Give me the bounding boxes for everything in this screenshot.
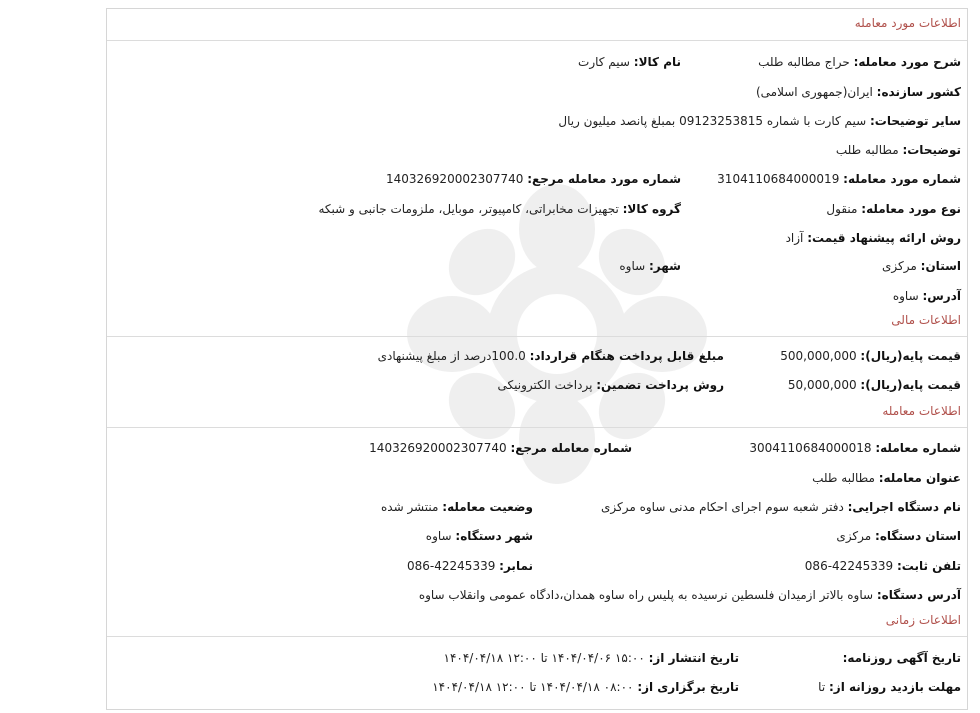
section-title-item: اطلاعات مورد معامله bbox=[854, 16, 961, 30]
field-base-price: قیمت پایه(ریال): 500,000,000 bbox=[780, 349, 961, 363]
field-description: شرح مورد معامله: حراج مطالبه طلب bbox=[758, 55, 961, 69]
field-country: کشور سازنده: ایران(جمهوری اسلامی) bbox=[755, 85, 961, 99]
divider bbox=[107, 427, 967, 428]
field-executor: نام دستگاه اجرایی: دفتر شعبه سوم اجرای احکام مدنی ساوه مرکزی bbox=[600, 500, 961, 514]
field-visit-deadline: مهلت بازدید روزانه از: تا bbox=[818, 680, 961, 694]
field-org-city: شهر دستگاه: ساوه bbox=[425, 529, 533, 543]
field-base-price-2: قیمت پایه(ریال): 50,000,000 bbox=[787, 378, 961, 392]
field-goods-group: گروه کالا: تجهیزات مخابراتی، کامپیوتر، موبایل، ملزومات جانبی و شبکه bbox=[318, 202, 681, 216]
field-publish-date: تاریخ انتشار از: ۱۵:۰۰ ۱۴۰۴/۰۴/۰۶ تا ۱۲:۰۰ ۱۴۰۴/۰۴/۱۸ bbox=[443, 651, 739, 665]
field-goods-name: نام کالا: سیم کارت bbox=[578, 55, 681, 69]
field-phone: تلفن ثابت: 42245339-086 bbox=[804, 559, 961, 573]
deal-info-panel bbox=[106, 8, 968, 710]
field-org-province: استان دستگاه: مرکزی bbox=[836, 529, 961, 543]
field-province: استان: مرکزی bbox=[882, 259, 961, 273]
section-title-financial: اطلاعات مالی bbox=[891, 313, 961, 327]
field-newspaper-date: تاریخ آگهی روزنامه: bbox=[842, 651, 961, 665]
field-address: آدرس: ساوه bbox=[892, 289, 961, 303]
field-payable: مبلغ قابل پرداخت هنگام قرارداد: 100.0درصد از مبلغ پیشنهادی bbox=[377, 349, 724, 363]
field-held-date: تاریخ برگزاری از: ۰۸:۰۰ ۱۴۰۴/۰۴/۱۸ تا ۱۲:۰۰ ۱۴۰۴/۰۴/۱۸ bbox=[432, 680, 739, 694]
field-item-type: نوع مورد معامله: منقول bbox=[826, 202, 961, 216]
field-other-notes: سایر توضیحات: سیم کارت با شماره 09123253815 بمبلغ پانصد میلیون ریال bbox=[558, 114, 961, 128]
divider bbox=[107, 40, 967, 41]
field-reference-number: شماره مورد معامله مرجع: 140326920002307740 bbox=[385, 172, 681, 186]
field-transaction-number: شماره معامله: 3004110684000018 bbox=[749, 441, 961, 455]
field-transaction-reference: شماره معامله مرجع: 140326920002307740 bbox=[369, 441, 632, 455]
field-org-address: آدرس دستگاه: ساوه بالاتر ازمیدان فلسطین نرسیده به پلیس راه ساوه همدان،دادگاه عمومی وانقلاب ساوه bbox=[418, 588, 961, 602]
field-item-number: شماره مورد معامله: 3104110684000019 bbox=[717, 172, 961, 186]
field-notes: توضیحات: مطالبه طلب bbox=[835, 143, 961, 157]
field-status: وضعیت معامله: منتشر شده bbox=[380, 500, 533, 514]
field-price-method: روش ارائه پیشنهاد قیمت: آزاد bbox=[785, 231, 961, 245]
field-city: شهر: ساوه bbox=[619, 259, 681, 273]
section-title-timing: اطلاعات زمانی bbox=[885, 613, 961, 627]
divider bbox=[107, 336, 967, 337]
field-fax: نمابر: 42245339-086 bbox=[407, 559, 533, 573]
field-guarantee-method: روش پرداخت تضمین: پرداخت الکترونیکی bbox=[497, 378, 724, 392]
divider bbox=[107, 636, 967, 637]
field-transaction-title: عنوان معامله: مطالبه طلب bbox=[812, 471, 961, 485]
section-title-transaction: اطلاعات معامله bbox=[882, 404, 961, 418]
